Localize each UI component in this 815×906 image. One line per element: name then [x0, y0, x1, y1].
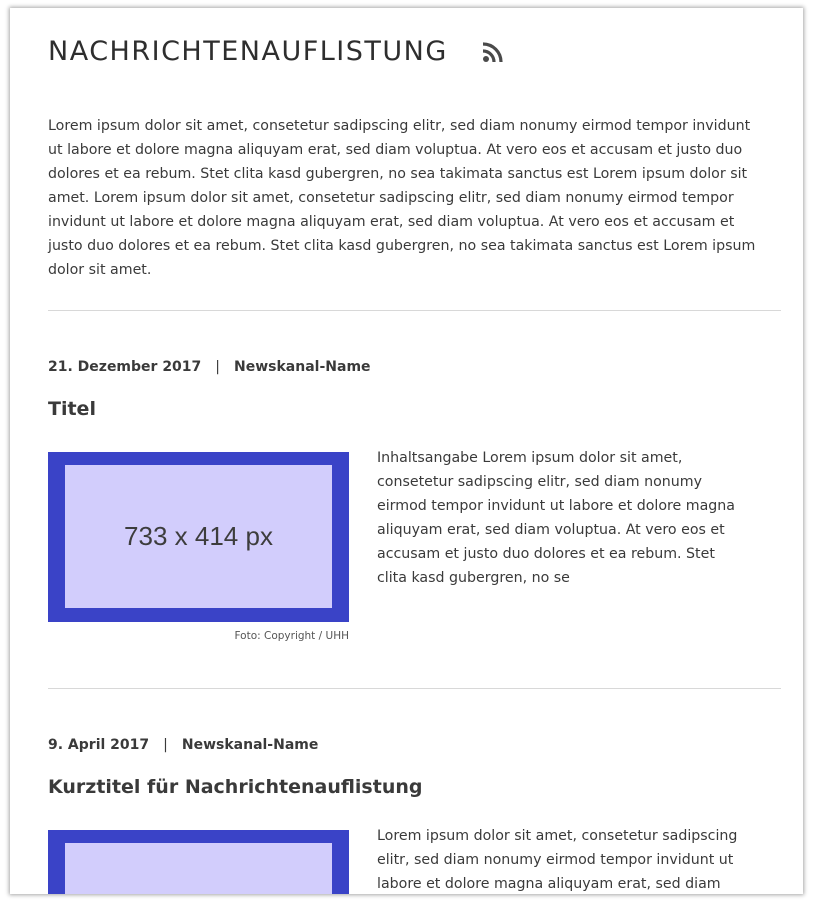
intro-text: Lorem ipsum dolor sit amet, consetetur sadipscing elitr, sed diam nonumy eirmod tempor invidunt ut labore et dolore magna aliquyam erat, sed diam voluptua. At vero eos et accusam et justo duo dolores et ea rebum. Stet clita kasd gubergren, no sea takimata sanctus est Lorem ipsum dolor sit amet. Lorem ipsum dolor sit amet, consetetur sadipscing elitr, sed diam nonumy eirmod tempor invidunt ut labore et dolore magna aliquyam erat, sed diam voluptua. At vero eos et accusam et justo duo dolores et ea rebum. Stet clita kasd gubergren, no sea takimata sanctus est Lorem ipsum dolor sit amet. — [48, 118, 756, 278]
news-title[interactable]: Kurztitel für Nachrichtenauflistung — [48, 776, 423, 798]
news-image[interactable] — [48, 830, 349, 894]
news-date: 21. Dezember 2017 — [48, 359, 202, 375]
page-frame — [10, 8, 803, 894]
divider — [48, 310, 781, 311]
image-caption: Foto: Copyright / UHH — [234, 630, 349, 642]
news-image[interactable] — [48, 452, 349, 622]
meta-separator: | — [163, 737, 168, 753]
rss-icon[interactable] — [482, 41, 504, 63]
news-excerpt: Lorem ipsum dolor sit amet, consetetur sadipscing elitr, sed diam nonumy eirmod tempor invidunt ut labore et dolore magna aliquyam erat, sed diam — [377, 828, 738, 892]
news-title[interactable]: Titel — [48, 398, 96, 420]
image-placeholder: 733 x 414 px — [65, 465, 332, 608]
image-placeholder — [65, 843, 332, 894]
page-title: NACHRICHTENAUFLISTUNG — [48, 36, 448, 67]
news-meta — [48, 737, 318, 753]
divider — [48, 688, 781, 689]
news-excerpt: Inhaltsangabe Lorem ipsum dolor sit amet, consetetur sadipscing elitr, sed diam nonumy eirmod tempor invidunt ut labore et dolore magna aliquyam erat, sed diam voluptua. At vero eos et accusam et justo duo dolores et ea rebum. Stet clita kasd gubergren, no se — [377, 450, 735, 586]
news-channel[interactable]: Newskanal-Name — [181, 737, 319, 753]
news-channel[interactable]: Newskanal-Name — [234, 359, 371, 375]
news-date: 9. April 2017 — [48, 737, 150, 753]
meta-separator: | — [215, 359, 221, 375]
page-header — [48, 36, 504, 67]
news-meta — [48, 359, 371, 375]
